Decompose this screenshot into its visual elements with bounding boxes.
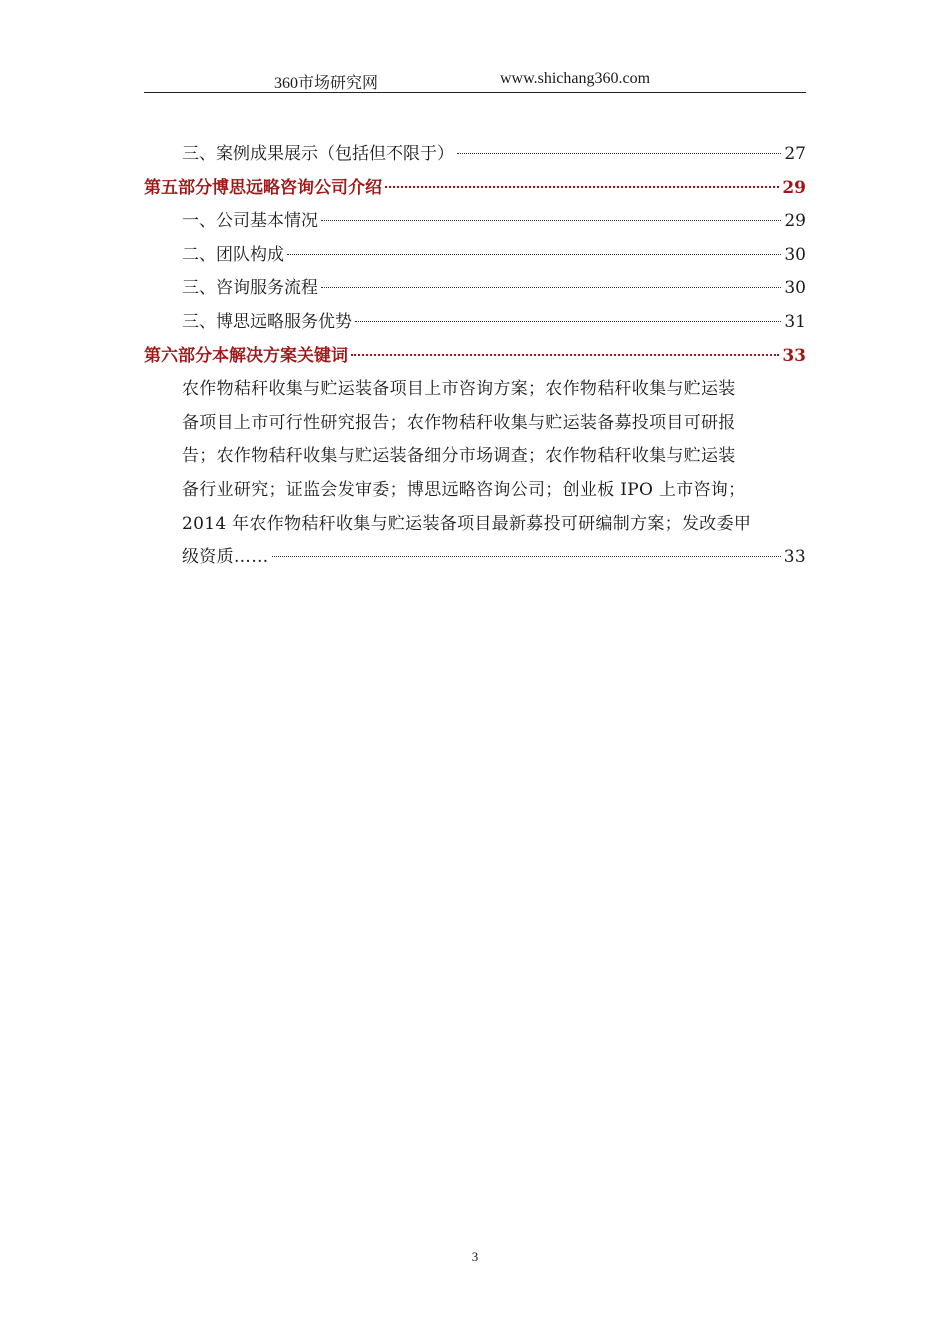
toc-dot-leader xyxy=(272,556,781,557)
keywords-last-line xyxy=(182,541,806,575)
toc-dot-leader xyxy=(351,354,779,356)
toc-entry-page: 30 xyxy=(784,244,806,265)
table-of-contents xyxy=(144,138,806,575)
keywords-line: 备行业研究；证监会发审委；博思远略咨询公司；创业板 IPO 上市咨询； xyxy=(182,479,746,500)
toc-entry[interactable] xyxy=(144,272,806,306)
toc-entry[interactable] xyxy=(144,306,806,340)
toc-dot-leader xyxy=(287,254,781,255)
page-number: 3 xyxy=(471,1249,479,1264)
toc-dot-leader xyxy=(457,153,781,154)
toc-dot-leader xyxy=(385,186,779,188)
toc-dot-leader xyxy=(321,287,781,288)
toc-entry-page: 30 xyxy=(784,278,806,299)
header-site-url: www.shichang360.com xyxy=(500,70,651,87)
toc-entry-page: 33 xyxy=(783,547,806,568)
toc-entry[interactable] xyxy=(144,138,806,172)
toc-entry-label: 三、咨询服务流程 xyxy=(182,278,318,299)
toc-entry-page: 29 xyxy=(782,177,806,198)
toc-part-heading[interactable] xyxy=(144,340,806,374)
toc-part-heading[interactable] xyxy=(144,172,806,206)
keywords-line: 2014 年农作物秸秆收集与贮运装备项目最新募投可研编制方案；发改委甲 xyxy=(182,513,752,534)
page-header xyxy=(144,66,806,93)
header-site-name: 360市场研究网 xyxy=(274,75,379,92)
keywords-line: 告；农作物秸秆收集与贮运装备细分市场调查；农作物秸秆收集与贮运装 xyxy=(182,446,736,467)
keywords-line: 农作物秸秆收集与贮运装备项目上市咨询方案；农作物秸秆收集与贮运装 xyxy=(182,379,736,400)
keywords-line: 备项目上市可行性研究报告；农作物秸秆收集与贮运装备募投项目可研报 xyxy=(182,412,736,433)
toc-dot-leader xyxy=(355,321,781,322)
keywords-line: 级资质…… xyxy=(182,547,269,568)
toc-entry-page: 31 xyxy=(784,311,806,332)
toc-entry-page: 29 xyxy=(784,211,806,232)
toc-entry[interactable] xyxy=(144,205,806,239)
toc-dot-leader xyxy=(321,220,781,221)
toc-entry-page: 33 xyxy=(782,345,806,366)
toc-entry-label: 第六部分本解决方案关键词 xyxy=(144,345,348,366)
toc-entry-page: 27 xyxy=(784,144,806,164)
toc-entry[interactable] xyxy=(144,239,806,273)
toc-entry-label: 二、团队构成 xyxy=(182,244,284,265)
toc-entry-label: 第五部分博思远略咨询公司介绍 xyxy=(144,177,382,198)
toc-entry-label: 三、案例成果展示（包括但不限于） xyxy=(182,144,454,164)
keywords-entry[interactable] xyxy=(144,373,806,575)
toc-entry-label: 一、公司基本情况 xyxy=(182,211,318,232)
toc-entry-label: 三、博思远略服务优势 xyxy=(182,311,352,332)
